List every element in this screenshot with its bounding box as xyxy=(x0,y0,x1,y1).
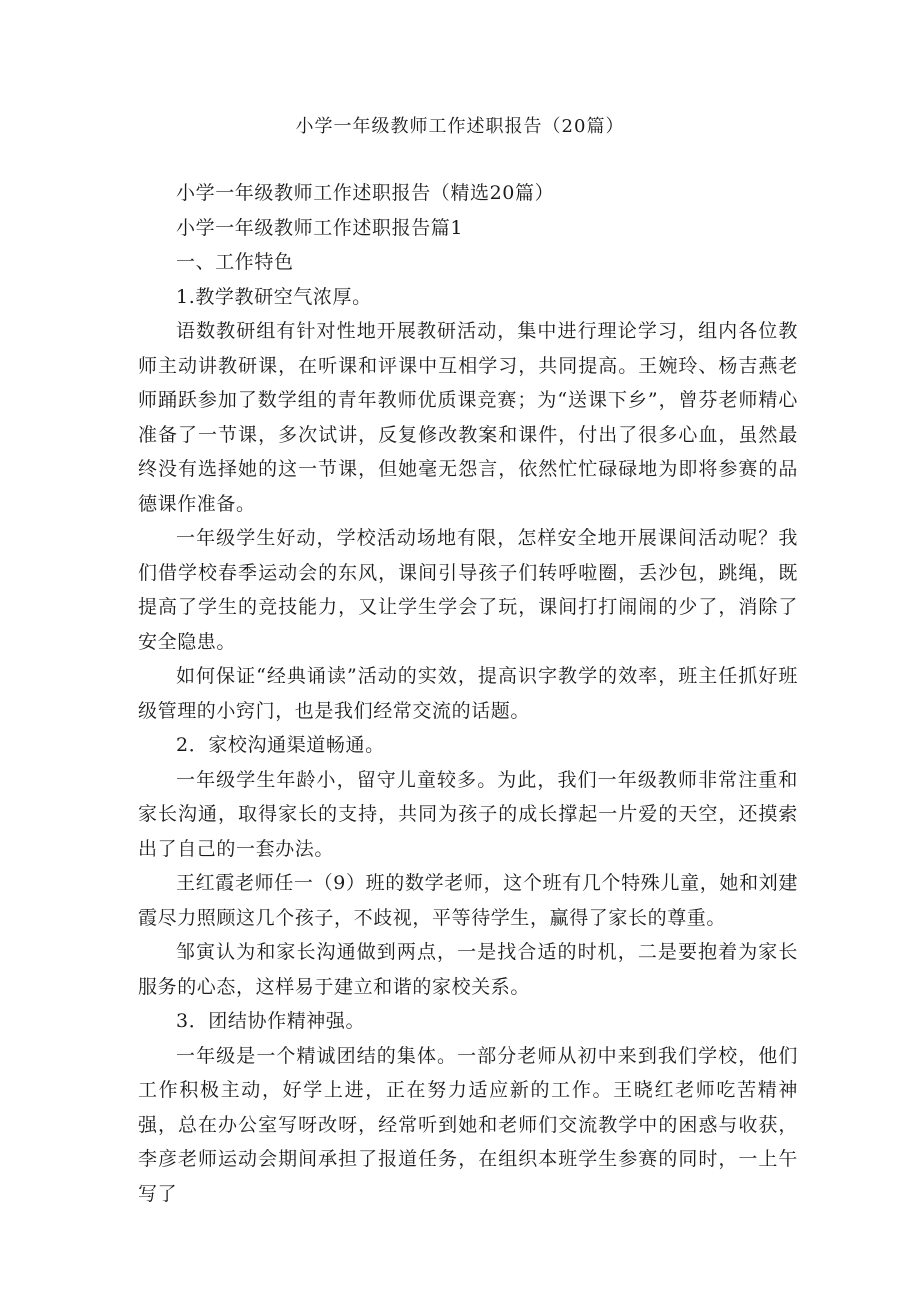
paragraph-text: 如何保证“经典诵读”活动的实效，提高识字教学的效率，班主任抓好班级管理的小窍门，也是我们经常交流的话题。 xyxy=(138,665,798,722)
paragraph-text: 一年级学生年龄小，留守儿童较多。为此，我们一年级教师非常注重和家长沟通，取得家长的支持，共同为孩子的成长撑起一片爱的天空，还摸索出了自己的一套办法。 xyxy=(138,768,798,860)
paragraph-5 xyxy=(138,866,798,935)
paragraph-text: 一年级是一个精诚团结的集体。一部分老师从初中来到我们学校，他们工作积极主动，好学上进，正在努力适应新的工作。王晓红老师吃苦精神强，总在办公室写呀改呀，经常听到她和老师们交流教学中的困惑与收获，李彦老师运动会期间承担了报道任务，在组织本班学生参赛的同时，一上午写了 xyxy=(138,1044,798,1205)
paragraph-3 xyxy=(138,659,798,728)
paragraph-text: 语数教研组有针对性地开展教研活动，集中进行理论学习，组内各位教师主动讲教研课，在听课和评课中互相学习，共同提高。王婉玲、杨吉燕老师踊跃参加了数学组的青年教师优质课竞赛；为“送课下乡”，曾芬老师精心准备了一节课，多次试讲，反复修改教案和课件，付出了很多心血，虽然最终没有选择她的这一节课，但她毫无怨言，依然忙忙碌碌地为即将参赛的品德课作准备。 xyxy=(138,320,798,515)
section-heading: 一、工作特色 xyxy=(176,251,294,273)
paragraph-text: 邹寅认为和家长沟通做到两点，一是找合适的时机，二是要抱着为家长服务的心态，这样易于建立和谐的家校关系。 xyxy=(138,941,798,998)
paragraph-7 xyxy=(138,1039,798,1212)
paragraph-4 xyxy=(138,763,798,867)
chapter-heading: 小学一年级教师工作述职报告篇1 xyxy=(176,216,464,239)
document-title: 小学一年级教师工作述职报告（20篇） xyxy=(295,116,625,137)
item-heading-1: 1.教学教研空气浓厚。 xyxy=(176,285,372,308)
item-heading-2: 2．家校沟通渠道畅通。 xyxy=(176,734,385,756)
paragraph-text: 王红霞老师任一（9）班的数学老师，这个班有几个特殊儿童，她和刘建霞尽力照顾这几个孩子，不歧视，平等待学生，赢得了家长的尊重。 xyxy=(138,872,798,929)
paragraph-6 xyxy=(138,935,798,1004)
document-subtitle: 小学一年级教师工作述职报告（精选20篇） xyxy=(176,182,555,204)
paragraph-1 xyxy=(138,314,798,521)
document-body xyxy=(138,176,798,1211)
item-heading-3: 3．团结协作精神强。 xyxy=(176,1010,366,1032)
paragraph-2 xyxy=(138,521,798,659)
paragraph-text: 一年级学生好动，学校活动场地有限，怎样安全地开展课间活动呢？我们借学校春季运动会的东风，课间引导孩子们转呼啦圈，丢沙包，跳绳，既提高了学生的竞技能力，又让学生学会了玩，课间打打闹闹的少了，消除了安全隐患。 xyxy=(138,527,798,653)
